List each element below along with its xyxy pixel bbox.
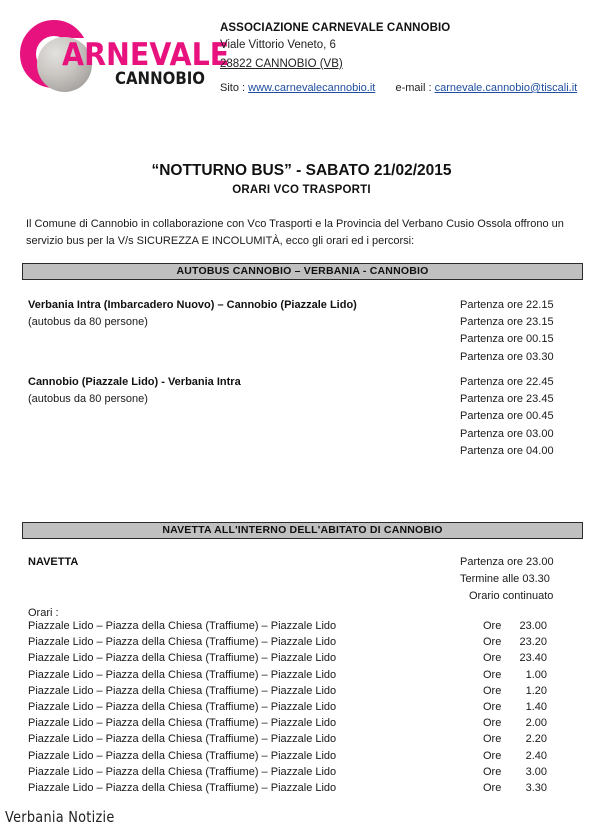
trip-row — [28, 748, 588, 764]
orari-label: Orari : — [28, 607, 59, 619]
trip-route-label: Piazzale Lido – Piazza della Chiesa (Traffiume) – Piazzale Lido — [28, 636, 337, 649]
trip-route-label: Piazzale Lido – Piazza della Chiesa (Traffiume) – Piazzale Lido — [28, 700, 337, 713]
trip-time — [483, 683, 553, 699]
route-title: Cannobio (Piazzale Lido) - Verbania Intra — [28, 376, 241, 388]
trip-time-unit: Ore — [483, 717, 502, 730]
trip-time-unit: Ore — [483, 620, 502, 632]
trip-row — [28, 683, 588, 699]
trip-time — [483, 699, 553, 715]
trip-time-unit: Ore — [483, 684, 502, 697]
route-block-cannobio-verbania — [28, 374, 588, 457]
trip-time-unit: Ore — [483, 733, 502, 746]
trip-time — [483, 715, 553, 731]
navetta-block — [28, 554, 588, 603]
trip-time-unit: Ore — [483, 652, 502, 665]
logo-submark: CANNOBIO — [115, 69, 206, 89]
organization-street: Viale Vittorio Veneto, 6 — [220, 39, 336, 51]
organization-city: 28822 CANNOBIO (VB) — [220, 58, 343, 70]
route-departure-times — [460, 374, 554, 460]
source-watermark: Verbania Notizie — [5, 808, 115, 826]
route-capacity: (autobus da 80 persone) — [28, 393, 148, 405]
trip-route-label: Piazzale Lido – Piazza della Chiesa (Traffiume) – Piazzale Lido — [28, 620, 337, 632]
carnevale-cannobio-logo — [18, 18, 230, 96]
trip-route-label: Piazzale Lido – Piazza della Chiesa (Traffiume) – Piazzale Lido — [28, 765, 337, 778]
departure-time: Partenza ore 00.15 — [460, 333, 554, 346]
navetta-start-time: Partenza ore 23.00 — [460, 556, 554, 568]
section-header-navetta: NAVETTA ALL'INTERNO DELL'ABITATO DI CANNOBIO — [22, 522, 583, 539]
trip-row — [28, 715, 588, 731]
trip-time — [483, 748, 553, 764]
organization-details — [220, 20, 600, 96]
trip-time-unit: Ore — [483, 781, 502, 794]
section-header-autobus: AUTOBUS CANNOBIO – VERBANIA - CANNOBIO — [22, 263, 583, 280]
trip-time-value: 23.20 — [519, 636, 547, 649]
departure-time: Partenza ore 22.15 — [460, 299, 554, 311]
trip-row — [28, 667, 588, 683]
trip-time-unit: Ore — [483, 749, 502, 762]
route-departure-times — [460, 297, 554, 366]
letterhead — [0, 0, 603, 115]
navetta-label: NAVETTA — [28, 556, 79, 568]
trip-time-unit: Ore — [483, 700, 502, 713]
trip-route-label: Piazzale Lido – Piazza della Chiesa (Traffiume) – Piazzale Lido — [28, 733, 337, 746]
document-title: “NOTTURNO BUS” - SABATO 21/02/2015 — [151, 162, 452, 179]
trip-time-unit: Ore — [483, 765, 502, 778]
trip-route-label: Piazzale Lido – Piazza della Chiesa (Traffiume) – Piazzale Lido — [28, 781, 337, 794]
trip-row — [28, 650, 588, 666]
trip-time — [483, 764, 553, 780]
trip-time — [483, 634, 553, 650]
route-block-verbania-cannobio — [28, 297, 588, 363]
trip-time-value: 1.40 — [525, 700, 547, 713]
email-label: e-mail : — [395, 82, 432, 94]
navetta-trip-list — [28, 618, 588, 796]
trip-route-label: Piazzale Lido – Piazza della Chiesa (Traffiume) – Piazzale Lido — [28, 717, 337, 730]
trip-time — [483, 650, 553, 666]
trip-row — [28, 699, 588, 715]
trip-row — [28, 780, 588, 796]
trip-time — [483, 780, 553, 796]
trip-route-label: Piazzale Lido – Piazza della Chiesa (Traffiume) – Piazzale Lido — [28, 684, 337, 697]
departure-time: Partenza ore 22.45 — [460, 376, 554, 388]
departure-time: Partenza ore 03.30 — [460, 350, 554, 363]
departure-time: Partenza ore 03.00 — [460, 427, 554, 440]
document-subtitle: ORARI VCO TRASPORTI — [232, 184, 371, 196]
trip-row — [28, 618, 588, 634]
organization-contact-line — [220, 80, 600, 96]
trip-route-label: Piazzale Lido – Piazza della Chiesa (Traffiume) – Piazzale Lido — [28, 652, 337, 665]
trip-time-value: 1.20 — [525, 684, 547, 697]
departure-time: Partenza ore 04.00 — [460, 444, 554, 457]
trip-time — [483, 618, 553, 634]
trip-time-value: 2.00 — [525, 717, 547, 730]
navetta-end-time: Termine alle 03.30 — [460, 573, 550, 586]
route-title: Verbania Intra (Imbarcadero Nuovo) – Cannobio (Piazzale Lido) — [28, 299, 357, 311]
trip-route-label: Piazzale Lido – Piazza della Chiesa (Traffiume) – Piazzale Lido — [28, 668, 337, 681]
departure-time: Partenza ore 23.15 — [460, 316, 554, 329]
logo-wordmark: ARNEVALE — [62, 37, 230, 73]
navetta-continuous-note: Orario continuato — [469, 590, 554, 603]
trip-row — [28, 764, 588, 780]
trip-row — [28, 634, 588, 650]
trip-time-unit: Ore — [483, 668, 502, 681]
departure-time: Partenza ore 00.45 — [460, 410, 554, 423]
trip-time-value: 23.40 — [519, 652, 547, 665]
departure-time: Partenza ore 23.45 — [460, 393, 554, 406]
trip-time-value: 3.00 — [525, 765, 547, 778]
intro-paragraph: Il Comune di Cannobio in collaborazione con Vco Trasporti e la Provincia del Verbano Cusio Ossola offrono un servizio bus per la V/s SICUREZZA E INCOLUMITÀ, ecco gli orari ed i percorsi: — [26, 218, 564, 247]
trip-time — [483, 667, 553, 683]
trip-time-unit: Ore — [483, 636, 502, 649]
navetta-service-times — [460, 554, 554, 606]
trip-time — [483, 731, 553, 747]
trip-time-value: 2.20 — [525, 733, 547, 746]
trip-time-value: 1.00 — [525, 668, 547, 681]
website-link[interactable]: www.carnevalecannobio.it — [248, 82, 376, 94]
trip-time-value: 2.40 — [525, 749, 547, 762]
site-label: Sito : — [220, 82, 246, 94]
email-link[interactable]: carnevale.cannobio@tiscali.it — [434, 82, 578, 94]
trip-time-value: 23.00 — [519, 620, 547, 632]
trip-row — [28, 731, 588, 747]
trip-route-label: Piazzale Lido – Piazza della Chiesa (Traffiume) – Piazzale Lido — [28, 749, 337, 762]
trip-time-value: 3.30 — [525, 781, 547, 794]
route-capacity: (autobus da 80 persone) — [28, 316, 148, 328]
organization-name: ASSOCIAZIONE CARNEVALE CANNOBIO — [220, 22, 451, 34]
